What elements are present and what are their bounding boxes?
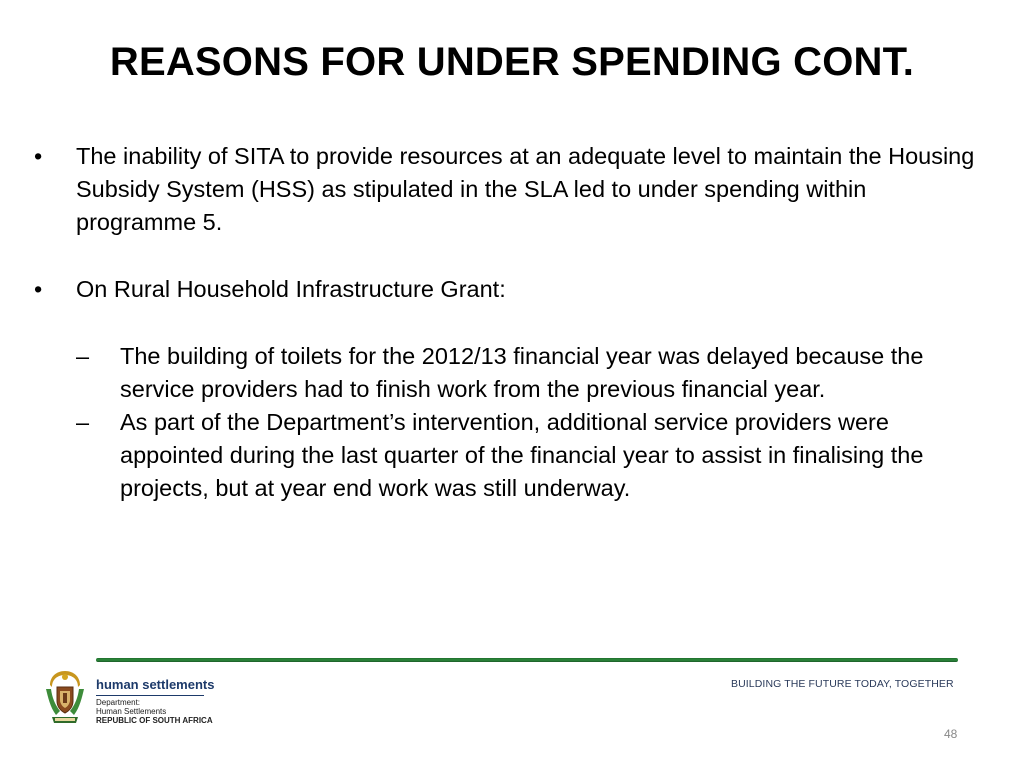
bullet-marker: •	[34, 143, 43, 169]
sub-bullet-item	[76, 340, 992, 406]
country-name: REPUBLIC OF SOUTH AFRICA	[96, 716, 213, 725]
sub-bullet-text: The building of toilets for the 2012/13 financial year was delayed because the service providers had to finish work from the previous financial year.	[120, 343, 924, 402]
sub-bullet-item	[76, 406, 992, 505]
page-number: 48	[944, 727, 958, 741]
bullet-item	[32, 140, 992, 239]
coat-of-arms-icon	[42, 667, 88, 727]
dept-line-1: Department:	[96, 698, 141, 707]
dept-line-2: Human Settlements	[96, 707, 167, 716]
sub-bullet-text: As part of the Department’s intervention, additional service providers were appointed during the last quarter of the financial year to assist in finalising the projects, but at year end work was still underway.	[120, 409, 924, 501]
footer-divider	[96, 658, 958, 662]
bullet-text: On Rural Household Infrastructure Grant:	[76, 276, 506, 302]
sub-bullet-marker: –	[76, 409, 90, 435]
slide-title: REASONS FOR UNDER SPENDING CONT.	[109, 40, 915, 84]
bullet-text: The inability of SITA to provide resources at an adequate level to maintain the Housing Subsidy System (HSS) as stipulated in the SLA led to under spending within programme 5.	[76, 143, 975, 235]
bullet-marker: •	[34, 276, 43, 302]
slide-content	[32, 140, 992, 505]
department-logo-text	[96, 678, 214, 725]
footer-tagline: BUILDING THE FUTURE TODAY, TOGETHER	[731, 678, 954, 690]
sub-bullet-marker: –	[76, 343, 90, 369]
brand-name: human settlements	[96, 677, 215, 692]
bullet-item	[32, 273, 992, 306]
